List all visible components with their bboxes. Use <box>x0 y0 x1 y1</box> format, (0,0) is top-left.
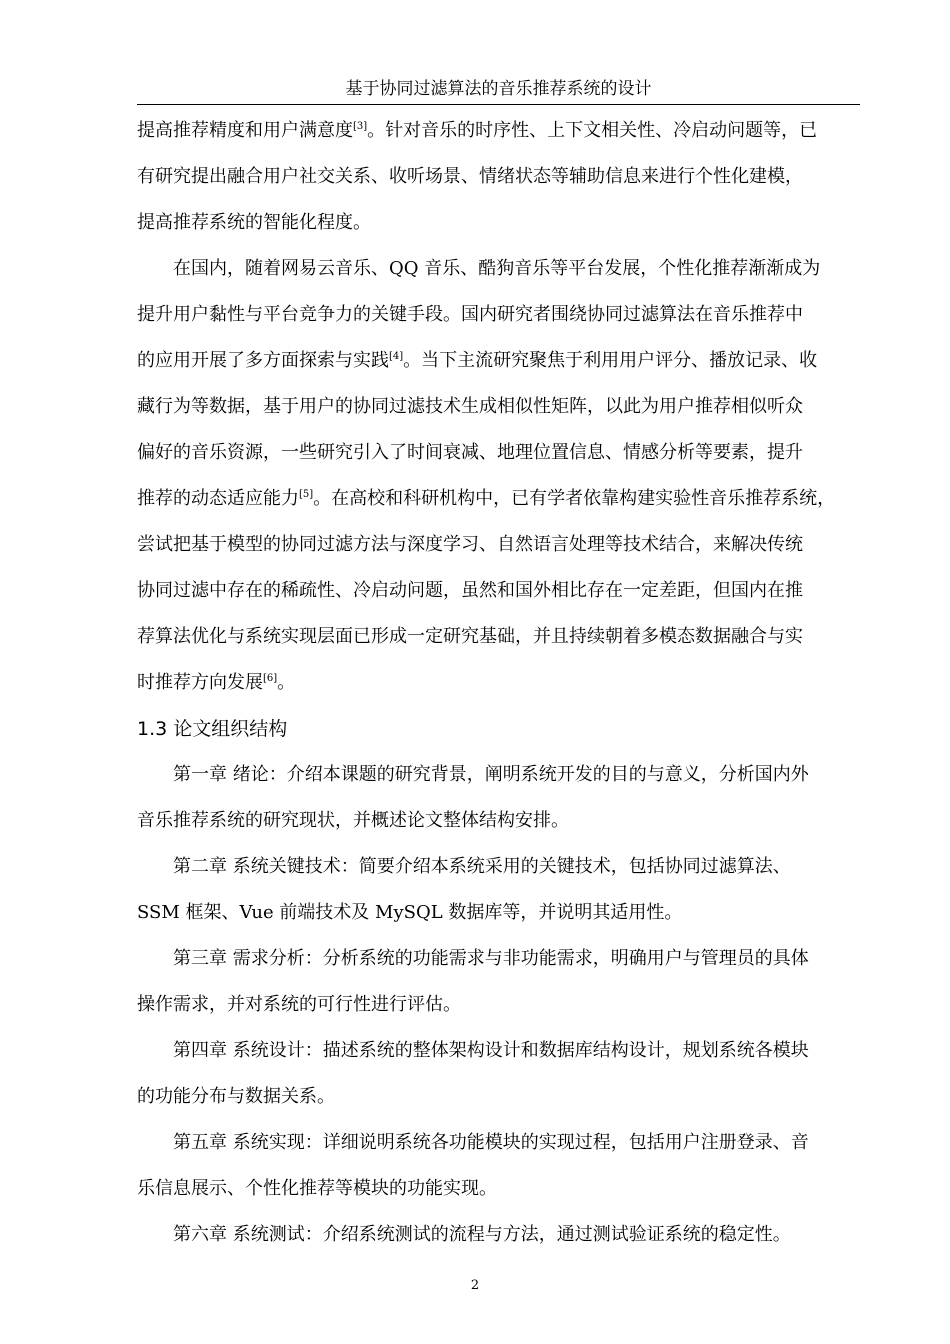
text-line: 第六章 系统测试：介绍系统测试的流程与方法，通过测试验证系统的稳定性。 <box>173 1224 791 1245</box>
text-line: 有研究提出融合用户社交关系、收听场景、情绪状态等辅助信息来进行个性化建模， <box>137 166 803 187</box>
text-line: 的功能分布与数据关系。 <box>137 1086 335 1107</box>
text-line: 第一章 绪论：介绍本课题的研究背景，阐明系统开发的目的与意义，分析国内外 <box>173 764 809 785</box>
section-heading: 1.3 论文组织结构 <box>137 718 288 740</box>
text-line: 在国内，随着网易云音乐、QQ 音乐、酷狗音乐等平台发展，个性化推荐渐渐成为 <box>173 258 821 279</box>
text-line: 音乐推荐系统的研究现状，并概述论文整体结构安排。 <box>137 810 569 831</box>
text-line: 尝试把基于模型的协同过滤方法与深度学习、自然语言处理等技术结合，来解决传统 <box>137 534 803 555</box>
text-line: 的应用开展了多方面探索与实践[4]。当下主流研究聚焦于利用用户评分、播放记录、收 <box>137 350 818 371</box>
chapter-paragraph <box>137 752 860 844</box>
text-line: 提高推荐系统的智能化程度。 <box>137 212 371 233</box>
text-line: 提升用户黏性与平台竞争力的关键手段。国内研究者围绕协同过滤算法在音乐推荐中 <box>137 304 803 325</box>
text-line: 第二章 系统关键技术：简要介绍本系统采用的关键技术，包括协同过滤算法、 <box>173 856 791 877</box>
body-paragraph <box>137 246 860 706</box>
text-line: 第三章 需求分析：分析系统的功能需求与非功能需求，明确用户与管理员的具体 <box>173 948 809 969</box>
page-number: 2 <box>470 1278 480 1293</box>
body-paragraph <box>137 108 860 246</box>
text-line: 乐信息展示、个性化推荐等模块的功能实现。 <box>137 1178 497 1199</box>
text-line: 荐算法优化与系统实现层面已形成一定研究基础，并且持续朝着多模态数据融合与实 <box>137 626 803 647</box>
chapter-paragraph <box>137 844 860 936</box>
text-line: 偏好的音乐资源，一些研究引入了时间衰减、地理位置信息、情感分析等要素，提升 <box>137 442 803 463</box>
chapter-paragraph <box>137 936 860 1028</box>
text-line: 时推荐方向发展[6]。 <box>137 672 296 693</box>
citation: [3] <box>353 121 368 132</box>
text-line: 藏行为等数据，基于用户的协同过滤技术生成相似性矩阵，以此为用户推荐相似听众 <box>137 396 803 417</box>
running-header <box>137 76 860 105</box>
text-line: 协同过滤中存在的稀疏性、冷启动问题，虽然和国外相比存在一定差距，但国内在推 <box>137 580 803 601</box>
chapter-paragraph <box>137 1120 860 1212</box>
text-line: 操作需求，并对系统的可行性进行评估。 <box>137 994 461 1015</box>
page-body <box>137 108 860 1258</box>
text-line: SSM 框架、Vue 前端技术及 MySQL 数据库等，并说明其适用性。 <box>137 902 683 923</box>
text-line: 第五章 系统实现：详细说明系统各功能模块的实现过程，包括用户注册登录、音 <box>173 1132 809 1153</box>
citation: [6] <box>263 673 278 684</box>
citation: [5] <box>299 489 314 500</box>
running-header-title: 基于协同过滤算法的音乐推荐系统的设计 <box>345 79 652 99</box>
chapter-paragraph <box>137 1028 860 1120</box>
text-line: 推荐的动态适应能力[5]。在高校和科研机构中，已有学者依靠构建实验性音乐推荐系统， <box>137 488 836 509</box>
text-line: 提高推荐精度和用户满意度[3]。针对音乐的时序性、上下文相关性、冷启动问题等，已 <box>137 120 818 141</box>
text-line: 第四章 系统设计：描述系统的整体架构设计和数据库结构设计，规划系统各模块 <box>173 1040 809 1061</box>
citation: [4] <box>389 351 404 362</box>
chapter-paragraph <box>137 1212 860 1258</box>
